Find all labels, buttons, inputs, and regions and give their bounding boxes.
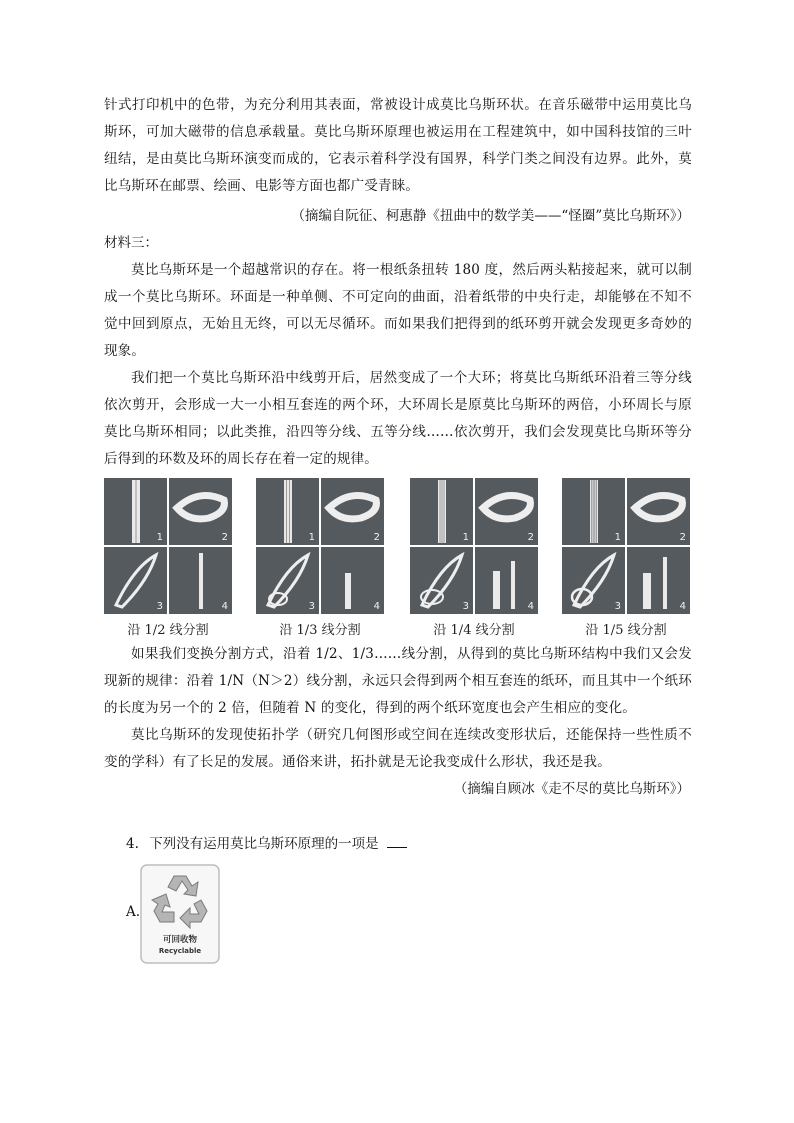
paragraph-top: 针式打印机中的色带，为充分利用其表面，常被设计成莫比乌斯环状。在音乐磁带中运用莫比乌斯环，可加大磁带的信息承载量。莫比乌斯环原理也被运用在工程建筑中，如中国科技馆的三叶纽结，是由莫比乌斯环演变而成的，它表示着科学没有国界，科学门类之间没有边界。此外，莫比乌斯环在邮票、绘画、电影等方面也都广受青睐。	[104, 97, 692, 194]
photo-cut-strip	[475, 547, 538, 614]
photo-strip	[410, 478, 473, 545]
material-3-label: 材料三：	[104, 235, 158, 251]
mobius-cut-figures	[104, 478, 692, 652]
photo-number: 3	[614, 601, 621, 612]
photo-mobius-loop	[475, 478, 538, 545]
option-a-label: A.	[126, 904, 141, 920]
photo-cut-result	[410, 547, 473, 614]
photo-number: 3	[308, 601, 315, 612]
material-3-paragraph-2: 我们把一个莫比乌斯环沿中线剪开后，居然变成了一个大环；将莫比乌斯纸环沿着三等分线依次剪开，会形成一大一小相互套连的两个环，大环周长是原莫比乌斯环的两倍，小环周长与原莫比乌斯环相同；以此类推，沿四等分线、五等分线……依次剪开，我们会发现莫比乌斯环等分后得到的环数及环的周长存在着一定的规律。	[104, 370, 692, 467]
question-4	[126, 832, 407, 856]
question-number: 4.	[126, 836, 139, 852]
photo-cut-strip	[321, 547, 384, 614]
figure-photo-grid	[562, 478, 690, 614]
option-a-recycle-sign[interactable]	[140, 864, 220, 964]
photo-cut-result	[562, 547, 625, 614]
photo-cut-result	[256, 547, 319, 614]
photo-number: 3	[156, 601, 163, 612]
photo-number: 2	[221, 532, 228, 543]
photo-mobius-loop	[169, 478, 232, 545]
question-text: 下列没有运用莫比乌斯环原理的一项是	[149, 836, 379, 852]
photo-strip	[256, 478, 319, 545]
photo-number: 4	[221, 601, 228, 612]
sign-text-cn: 可回收物	[162, 935, 198, 945]
photo-number: 2	[373, 532, 380, 543]
photo-number: 4	[679, 601, 686, 612]
photo-number: 4	[527, 601, 534, 612]
photo-number: 1	[462, 532, 469, 543]
material-3-paragraph-4: 莫比乌斯环的发现使拓扑学（研究几何图形或空间在连续改变形状后，还能保持一些性质不变的学科）有了长足的发展。通俗来讲，拓扑就是无论我变成什么形状，我还是我。	[104, 727, 692, 770]
figure-half-cut	[104, 478, 232, 638]
photo-number: 2	[679, 532, 686, 543]
figure-photo-grid	[410, 478, 538, 614]
photo-cut-strip	[627, 547, 690, 614]
photo-mobius-loop	[627, 478, 690, 545]
photo-number: 1	[156, 532, 163, 543]
photo-strip	[104, 478, 167, 545]
photo-number: 4	[373, 601, 380, 612]
photo-strip	[562, 478, 625, 545]
source-citation-2: （摘编自顾冰《走不尽的莫比乌斯环》）	[453, 781, 690, 797]
source-citation-1: （摘编自阮征、柯惠静《扭曲中的数学美——“怪圈”莫比乌斯环》）	[291, 208, 690, 224]
figure-caption: 沿 1/4 线分割	[433, 623, 515, 638]
figure-photo-grid	[104, 478, 232, 614]
answer-blank[interactable]	[387, 833, 407, 848]
figure-photo-grid	[256, 478, 384, 614]
figure-caption: 沿 1/2 线分割	[127, 623, 209, 638]
photo-cut-result	[104, 547, 167, 614]
photo-number: 1	[614, 532, 621, 543]
photo-number: 1	[308, 532, 315, 543]
material-3-paragraph-3: 如果我们变换分割方式，沿着 1/2、1/3……线分割，从得到的莫比乌斯环结构中我们又会发现新的规律：沿着 1/N（N＞2）线分割，永远只会得到两个相互套连的纸环，而且其中一个纸环的长度为另一个的 2 倍，但随着 N 的变化，得到的两个纸环宽度也会产生相应的变化。	[104, 646, 692, 716]
sign-text-en: Recyclable	[158, 947, 202, 955]
figure-caption: 沿 1/5 线分割	[585, 623, 667, 638]
figure-fifth-cut	[562, 478, 690, 638]
figure-caption: 沿 1/3 线分割	[279, 623, 361, 638]
photo-number: 3	[462, 601, 469, 612]
material-3-paragraph-1: 莫比乌斯环是一个超越常识的存在。将一根纸条扭转 180 度，然后两头粘接起来，就可以制成一个莫比乌斯环。环面是一种单侧、不可定向的曲面，沿着纸带的中央行走，却能够在不知不觉中回到原点，无始且无终，可以无尽循环。而如果我们把得到的纸环剪开就会发现更多奇妙的现象。	[104, 262, 692, 359]
photo-mobius-loop	[321, 478, 384, 545]
photo-number: 2	[527, 532, 534, 543]
photo-cut-strip	[169, 547, 232, 614]
figure-quarter-cut	[410, 478, 538, 638]
figure-third-cut	[256, 478, 384, 638]
